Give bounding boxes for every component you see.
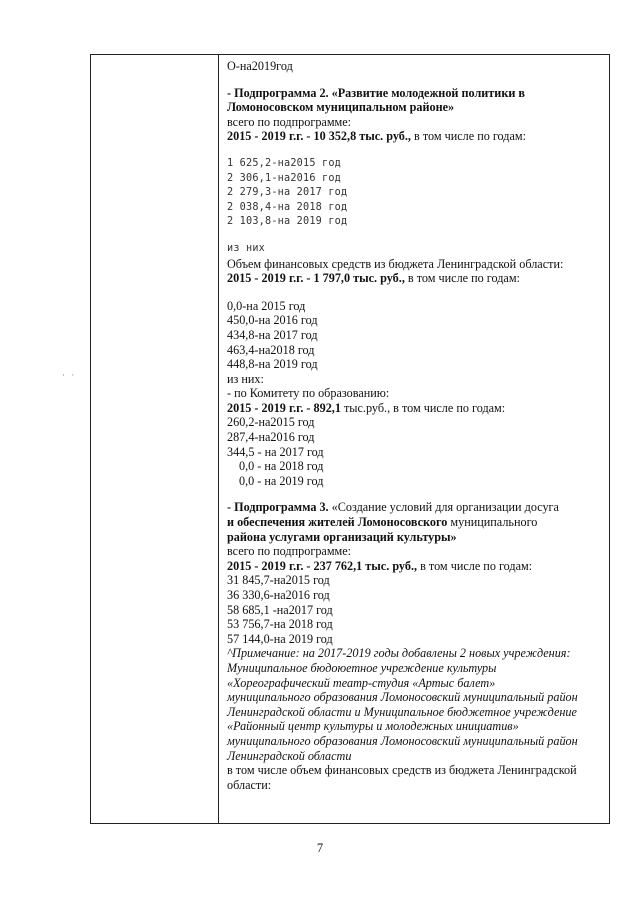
sub2-year-2018: 2 038,4-на 2018 год: [227, 201, 348, 213]
sub2-title-line1: - Подпрограмма 2. «Развитие молодежной политики в: [227, 85, 525, 100]
sub2-committee-amount: 2015 - 2019 г.г. - 892,1: [227, 400, 341, 415]
sub3-note-2: Муниципальное бюдоюетное учреждение культуры: [227, 660, 497, 675]
sub2-committee-label: - по Комитету по образованию:: [227, 386, 390, 401]
sub3-year-2018: 53 756,7-на 2018 год: [227, 617, 333, 632]
sub2-region-amount: 2015 - 2019 г.г. - 1 797,0 тыс. руб.,: [227, 271, 405, 286]
sub3-title-line3: района услугами организаций культуры»: [227, 529, 457, 544]
sub2-total-amount: 2015 - 2019 г.г. - 10 352,8 тыс. руб.,: [227, 129, 411, 144]
sub2-committee-2015: 260,2-на2015 год: [227, 415, 315, 430]
sub3-note-7: муниципального образования Ломоносовский муниципальный район: [227, 733, 578, 748]
sub3-note-5: Ленинградской области и Муниципальное бюджетное учреждение: [227, 704, 577, 719]
sub3-note-3: «Хореографический театр-студия «Артыс балет»: [227, 675, 496, 690]
sub3-tail-1: в том числе объем финансовых средств из бюджета Ленинградской: [227, 763, 577, 778]
sub3-title-bold2: и обеспечения жителей Ломоносовского: [227, 515, 448, 530]
sub3-total-amount: 2015 - 2019 г.г. - 237 762,1 тыс. руб.,: [227, 558, 418, 573]
sub2-region-label: Объем финансовых средств из бюджета Ленинградской области:: [227, 256, 564, 271]
sub2-region-suffix: в том числе по годам:: [404, 271, 520, 286]
sub3-note-4: муниципального образования Ломоносовский муниципальный район: [227, 690, 578, 705]
sub2-region-2015: 0,0-на 2015 год: [227, 298, 306, 313]
page-number: 7: [316, 841, 324, 855]
sub2-total-line: [227, 129, 607, 144]
sub2-committee-2016: 287,4-на2016 год: [227, 430, 315, 445]
sub3-tail-2: области:: [227, 777, 272, 792]
sub3-title-bold: - Подпрограмма 3.: [227, 500, 329, 515]
sub2-year-2019: 2 103,8-на 2019 год: [227, 216, 348, 228]
sub3-year-2015: 31 845,7-на2015 год: [227, 573, 330, 588]
sub3-total-label: всего по подпрограмме:: [227, 544, 352, 559]
sub2-committee-2018: 0,0 - на 2018 год: [239, 459, 324, 474]
sub3-title-plain: «Создание условий для организации досуга: [328, 500, 559, 515]
sub2-total-label: всего по подпрограмме:: [227, 114, 352, 129]
sub2-committee-suffix: тыс.руб., в том числе по годам:: [340, 400, 506, 415]
sub2-year-2017: 2 279,3-на 2017 год: [227, 187, 348, 199]
sub3-note-8: Ленинградской области: [227, 748, 352, 763]
sub2-region-2018: 463,4-на2018 год: [227, 342, 315, 357]
sub2-region-2019: 448,8-на 2019 год: [227, 357, 318, 372]
sub2-committee-2017: 344,5 - на 2017 год: [227, 444, 324, 459]
sub2-committee-2019: 0,0 - на 2019 год: [239, 473, 324, 488]
sub2-committee-line: [227, 401, 607, 416]
sub3-year-2016: 36 330,6-на2016 год: [227, 588, 330, 602]
sub3-year-2019: 57 144,0-на 2019 год: [227, 631, 333, 646]
financing-cell: [227, 59, 607, 792]
sub3-year-2017: 58 685,1 -на2017 год: [227, 602, 333, 617]
sub3-total-line: [227, 559, 607, 574]
sub2-title-line2: Ломоносовском муниципальном районе»: [227, 100, 455, 115]
sub2-region-2016: 450,0-на 2016 год: [227, 313, 318, 328]
sub2-year-2015: 1 625,2-на2015 год: [227, 157, 342, 169]
sub2-of-which-2: из них:: [227, 371, 264, 386]
sub2-of-which: из них: [227, 242, 266, 254]
sub3-title-line2: [227, 515, 607, 530]
sub2-total-suffix: в том числе по годам:: [410, 129, 527, 144]
sub2-region-2017: 434,8-на 2017 год: [227, 327, 318, 342]
sub2-region-line: [227, 271, 607, 286]
stray-marks: · ·: [62, 370, 77, 380]
prev-year-line: О-на2019год: [227, 59, 293, 73]
sub3-title-line1: [227, 500, 607, 515]
column-divider: [218, 55, 219, 823]
sub2-year-2016: 2 306,1-на2016 год: [227, 172, 342, 184]
sub3-total-suffix: в том числе по годам:: [417, 558, 533, 573]
sub3-note-6: «Районный центр культуры и молодежных инициатив»: [227, 719, 519, 734]
sub3-title-plain2: муниципального: [447, 515, 538, 530]
program-table: [90, 54, 610, 824]
sub3-note-1: ^Примечание: на 2017-2019 годы добавлены 2 новых учреждения:: [227, 646, 571, 661]
